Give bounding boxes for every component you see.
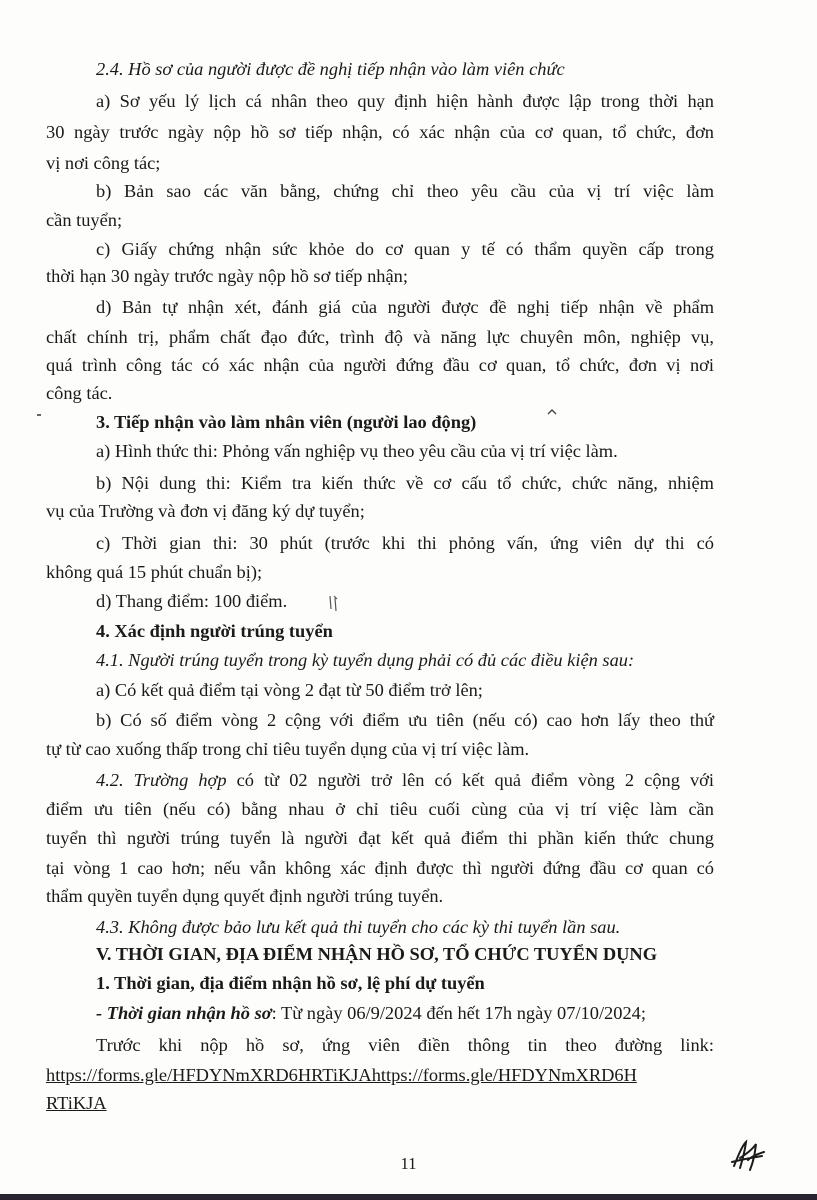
registration-link[interactable]: https://forms.gle/HFDYNmXRD6HRTiKJAhttps://forms.gle/HFDYNmXRD6H (46, 1065, 637, 1085)
section-3-heading: 3. Tiếp nhận vào làm nhân viên (người lao động) (96, 412, 477, 432)
stray-mark (35, 406, 45, 424)
paragraph-line: không quá 15 phút chuẩn bị); (46, 562, 263, 582)
paragraph-line: c) Giấy chứng nhận sức khỏe do cơ quan y tế có thẩm quyền cấp trong (96, 239, 714, 259)
paragraph-line: quá trình công tác có xác nhận của người đứng đầu cơ quan, tổ chức, đơn vị nơi (46, 355, 714, 375)
section-4-2-rest: có từ 02 người trở lên có kết quả điểm vòng 2 cộng với (226, 770, 715, 790)
paragraph-line: cần tuyển; (46, 210, 123, 230)
paragraph-line: a) Hình thức thi: Phỏng vấn nghiệp vụ theo yêu cầu của vị trí việc làm. (96, 441, 618, 461)
time-received-label: - Thời gian nhận hồ sơ (96, 1003, 272, 1023)
section-2-4-heading: 2.4. Hồ sơ của người được đề nghị tiếp nhận vào làm viên chức (96, 59, 565, 79)
time-received-colon: : (271, 1003, 281, 1023)
paragraph-line: tự từ cao xuống thấp trong chỉ tiêu tuyển dụng của vị trí việc làm. (46, 739, 530, 759)
paragraph-line: thẩm quyền tuyển dụng quyết định người trúng tuyển. (46, 886, 444, 906)
section-v-heading: V. THỜI GIAN, ĐỊA ĐIỂM NHẬN HỒ SƠ, TỔ CHỨC TUYỂN DỤNG (96, 944, 657, 964)
paragraph-line: d) Bản tự nhận xét, đánh giá của người được đề nghị tiếp nhận về phẩm (96, 297, 714, 317)
page-number: 11 (400, 1154, 417, 1173)
paragraph-line: tại vòng 1 cao hơn; nếu vẫn không xác định được thì người đứng đầu cơ quan có (46, 858, 714, 878)
paragraph-line: tuyển thì người trúng tuyển là người đạt kết quả điểm thi phần kiến thức chung (46, 828, 714, 848)
paragraph-line: công tác. (46, 383, 113, 403)
bottom-edge (0, 1194, 817, 1200)
paragraph-line: b) Nội dung thi: Kiểm tra kiến thức về cơ cấu tổ chức, chức năng, nhiệm (96, 473, 714, 493)
paragraph-line: chất chính trị, phẩm chất đạo đức, trình độ và năng lực chuyên môn, nghiệp vụ, (46, 327, 714, 347)
paragraph-line: thời hạn 30 ngày trước ngày nộp hồ sơ tiếp nhận; (46, 266, 408, 286)
paragraph-line: c) Thời gian thi: 30 phút (trước khi thi phỏng vấn, ứng viên dự thi có (96, 533, 714, 553)
section-4-1-heading: 4.1. Người trúng tuyển trong kỳ tuyển dụng phải có đủ các điều kiện sau: (96, 650, 635, 670)
section-4-3-line: 4.3. Không được bảo lưu kết quả thi tuyển cho các kỳ thi tuyển lần sau. (96, 917, 621, 937)
section-v-1-heading: 1. Thời gian, địa điểm nhận hồ sơ, lệ phí dự tuyển (96, 973, 485, 993)
section-4-2-italic: 4.2. Trường hợp (96, 770, 227, 790)
stray-mark (327, 594, 341, 619)
registration-link-continued[interactable]: RTiKJA (46, 1093, 107, 1113)
paragraph-line: a) Sơ yếu lý lịch cá nhân theo quy định hiện hành được lập trong thời hạn (96, 91, 714, 111)
paragraph-line: 30 ngày trước ngày nộp hồ sơ tiếp nhận, có xác nhận của cơ quan, tổ chức, đơn (46, 122, 714, 142)
paragraph-line: vị nơi công tác; (46, 153, 161, 173)
paragraph-line: b) Bản sao các văn bằng, chứng chỉ theo yêu cầu của vị trí việc làm (96, 181, 714, 201)
paragraph-line: b) Có số điểm vòng 2 cộng với điểm ưu tiên (nếu có) cao hơn lấy theo thứ (96, 710, 714, 730)
paragraph-line: Trước khi nộp hồ sơ, ứng viên điền thông tin theo đường link: (96, 1035, 714, 1055)
section-4-2-line (96, 767, 714, 793)
paragraph-line: vụ của Trường và đơn vị đăng ký dự tuyển; (46, 501, 365, 521)
section-4-heading: 4. Xác định người trúng tuyển (96, 621, 333, 641)
paragraph-line: điểm ưu tiên (nếu có) bằng nhau ở chỉ tiêu cuối cùng của vị trí việc làm cần (46, 799, 714, 819)
time-received-line (96, 1000, 646, 1026)
paragraph-line: d) Thang điểm: 100 điểm. (96, 591, 288, 611)
stray-mark (546, 404, 558, 422)
time-received-value: Từ ngày 06/9/2024 đến hết 17h ngày 07/10/2024; (280, 1003, 646, 1023)
paragraph-line: a) Có kết quả điểm tại vòng 2 đạt từ 50 điểm trở lên; (96, 680, 483, 700)
